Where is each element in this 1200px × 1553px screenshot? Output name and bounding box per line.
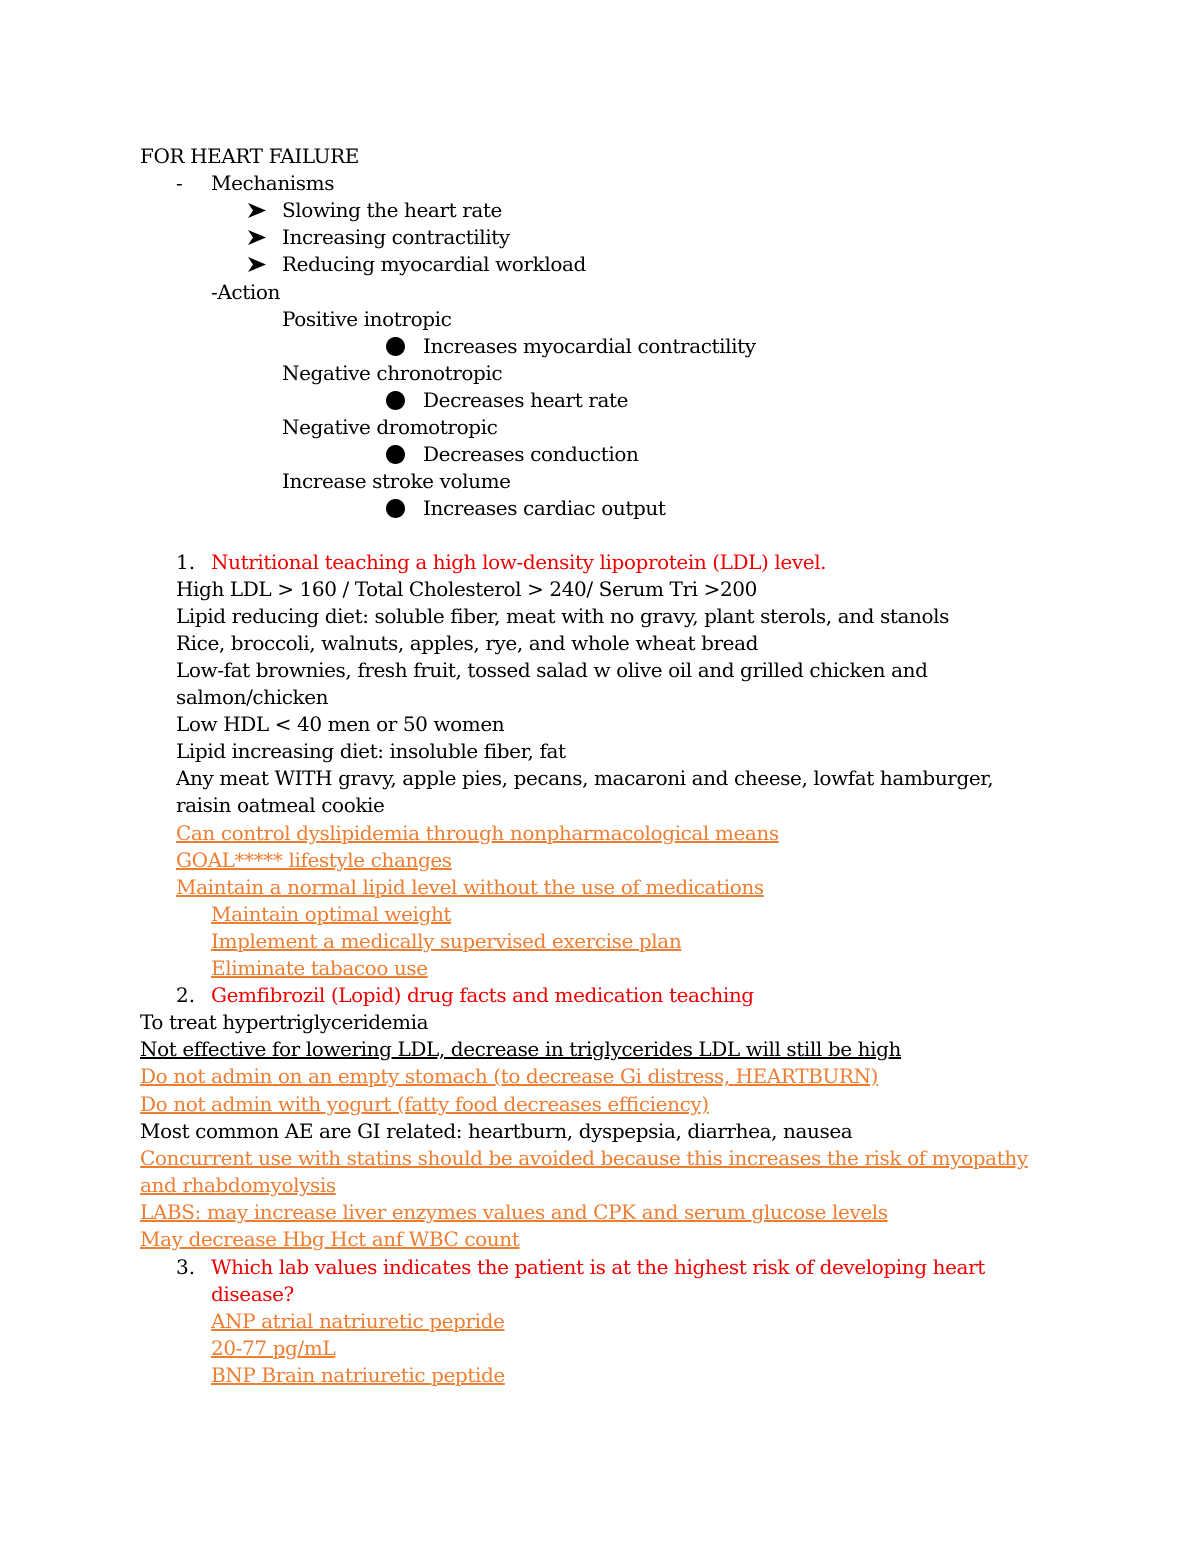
note-line: raisin oatmeal cookie <box>176 793 385 817</box>
mechanism-item: Slowing the heart rate <box>282 198 502 222</box>
highlight-subline: Maintain optimal weight <box>211 902 452 926</box>
highlight-subline: 20-77 pg/mL <box>211 1336 336 1360</box>
highlight-line: May decrease Hbg Hct anf WBC count <box>140 1227 520 1251</box>
action-label: -Action <box>211 280 280 304</box>
section-title-cont: disease? <box>211 1282 294 1306</box>
highlight-subline: ANP atrial natriuretic pepride <box>211 1309 505 1333</box>
action-detail: Increases cardiac output <box>423 496 666 520</box>
action-name: Negative chronotropic <box>282 361 503 385</box>
highlight-line: Maintain a normal lipid level without the use of medications <box>176 875 764 899</box>
note-line: Any meat WITH gravy, apple pies, pecans, macaroni and cheese, lowfat hamburger, <box>176 766 994 790</box>
mechanism-item: Reducing myocardial workload <box>282 252 586 276</box>
highlight-line: Do not admin with yogurt (fatty food decreases efficiency) <box>140 1092 709 1116</box>
arrow-bullet-icon <box>247 197 267 224</box>
section-number: 1. <box>176 550 196 574</box>
note-line: Low-fat brownies, fresh fruit, tossed salad w olive oil and grilled chicken and <box>176 658 928 682</box>
page-heading: FOR HEART FAILURE <box>140 144 359 168</box>
action-detail: Decreases heart rate <box>423 388 629 412</box>
highlight-line: GOAL***** lifestyle changes <box>176 848 452 872</box>
highlight-subline: BNP Brain natriuretic peptide <box>211 1363 505 1387</box>
underlined-note: Not effective for lowering LDL, decrease in triglycerides LDL will still be high <box>140 1037 902 1061</box>
arrow-bullet-icon <box>247 224 267 251</box>
note-line: Lipid reducing diet: soluble fiber, meat with no gravy, plant sterols, and stanols <box>176 604 950 628</box>
round-bullet-icon <box>386 499 405 518</box>
dash-bullet: - <box>176 171 183 195</box>
note-line: Rice, broccoli, walnuts, apples, rye, and whole wheat bread <box>176 631 759 655</box>
highlight-line: LABS: may increase liver enzymes values and CPK and serum glucose levels <box>140 1200 888 1224</box>
action-name: Increase stroke volume <box>282 469 511 493</box>
mechanisms-label: Mechanisms <box>211 171 335 195</box>
note-line: Most common AE are GI related: heartburn, dyspepsia, diarrhea, nausea <box>140 1119 853 1143</box>
highlight-line: Can control dyslipidemia through nonpharmacological means <box>176 821 779 845</box>
highlight-line: and rhabdomyolysis <box>140 1173 336 1197</box>
round-bullet-icon <box>386 391 405 410</box>
section-title: Nutritional teaching a high low-density lipoprotein (LDL) level. <box>211 550 827 574</box>
note-line: salmon/chicken <box>176 685 329 709</box>
note-line: Lipid increasing diet: insoluble fiber, fat <box>176 739 566 763</box>
section-title: Which lab values indicates the patient is at the highest risk of developing heart <box>211 1255 985 1279</box>
highlight-subline: Eliminate tabacoo use <box>211 956 428 980</box>
section-number: 3. <box>176 1255 196 1279</box>
highlight-line: Concurrent use with statins should be avoided because this increases the risk of myopathy <box>140 1146 1028 1170</box>
action-name: Positive inotropic <box>282 307 452 331</box>
action-detail: Increases myocardial contractility <box>423 334 756 358</box>
action-detail: Decreases conduction <box>423 442 639 466</box>
action-name: Negative dromotropic <box>282 415 498 439</box>
arrow-bullet-icon <box>247 251 267 278</box>
note-line: High LDL > 160 / Total Cholesterol > 240/ Serum Tri >200 <box>176 577 757 601</box>
section-number: 2. <box>176 983 196 1007</box>
note-line: Low HDL < 40 men or 50 women <box>176 712 505 736</box>
round-bullet-icon <box>386 337 405 356</box>
mechanism-item: Increasing contractility <box>282 225 510 249</box>
round-bullet-icon <box>386 445 405 464</box>
section-title: Gemfibrozil (Lopid) drug facts and medication teaching <box>211 983 754 1007</box>
highlight-subline: Implement a medically supervised exercise plan <box>211 929 682 953</box>
highlight-line: Do not admin on an empty stomach (to decrease Gi distress, HEARTBURN) <box>140 1064 879 1088</box>
note-line: To treat hypertriglyceridemia <box>140 1010 429 1034</box>
